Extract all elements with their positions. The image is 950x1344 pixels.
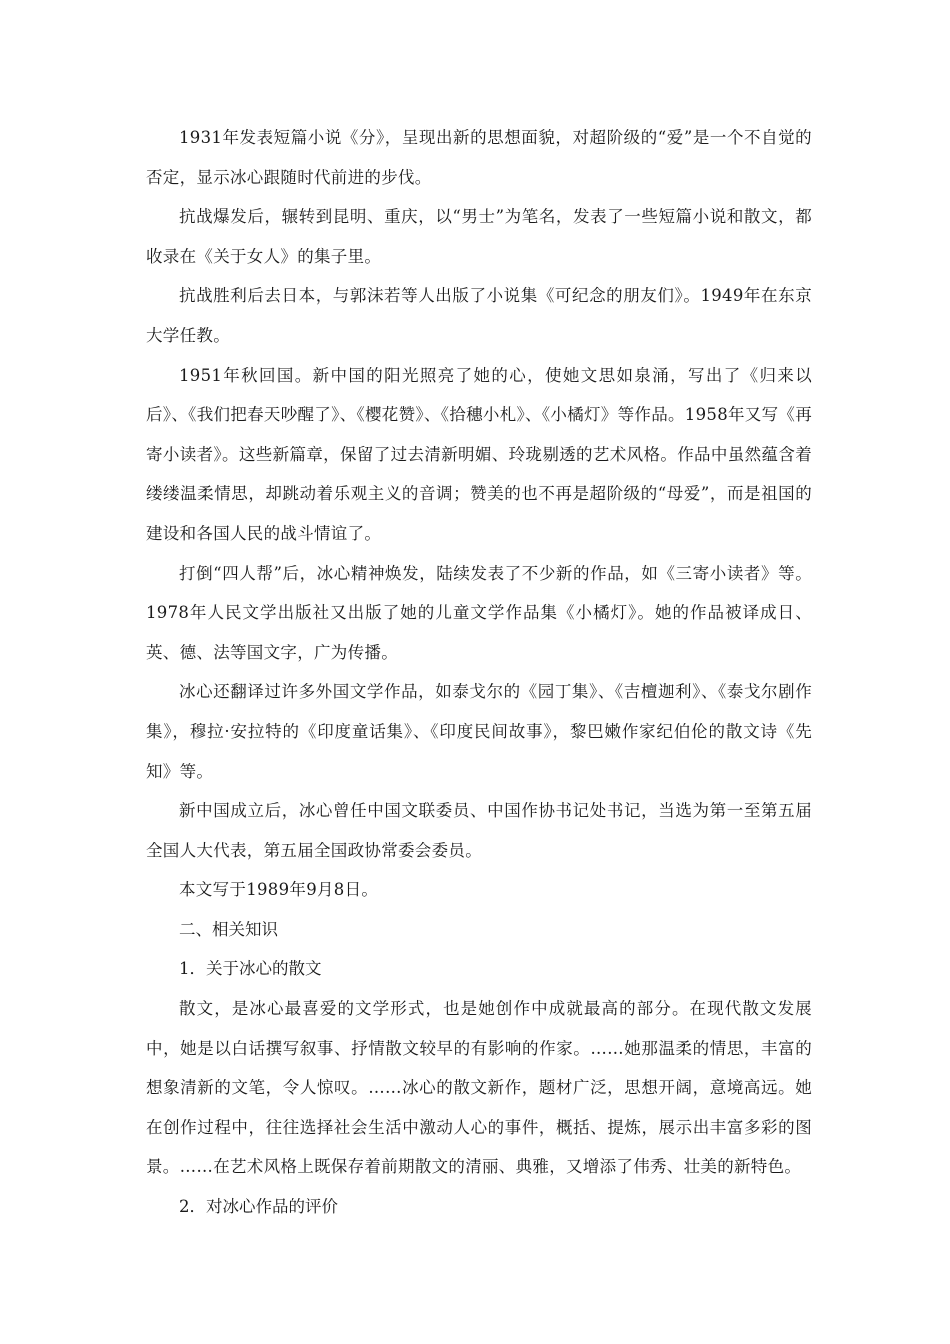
subsection-heading-prose: 1．关于冰心的散文 (179, 959, 322, 979)
paragraph-translations: 冰心还翻译过许多外国文学作品，如泰戈尔的《园丁集》、《吉檀迦利》、《泰戈尔剧作集》，穆拉·安拉特的《印度童话集》、《印度民间故事》，黎巴嫩作家纪伯伦的散文诗《先知》等。 (146, 682, 812, 781)
paragraph-written-date: 本文写于1989年9月8日。 (179, 880, 379, 900)
paragraph-after-gang-of-four: 打倒“四人帮”后，冰心精神焕发，陆续发表了不少新的作品，如《三寄小读者》等。1978年人民文学出版社又出版了她的儿童文学作品集《小橘灯》。她的作品被译成日、英、德、法等国文字，广为传播。 (146, 563, 812, 662)
subsection-heading-evaluation: 2．对冰心作品的评价 (179, 1197, 338, 1217)
document-body (146, 118, 812, 1227)
paragraph-return-1951: 1951年秋回国。新中国的阳光照亮了她的心，使她文思如泉涌，写出了《归来以后》、《我们把春天吵醒了》、《樱花赞》、《拾穗小札》、《小橘灯》等作品。1958年又写《再寄小读者》。这些新篇章，保留了过去清新明媚、玲珑剔透的艺术风格。作品中虽然蕴含着缕缕温柔情思，却跳动着乐观主义的音调；赞美的也不再是超阶级的“母爱”，而是祖国的建设和各国人民的战斗情谊了。 (146, 365, 812, 543)
paragraph-war-years: 抗战爆发后，辗转到昆明、重庆，以“男士”为笔名，发表了一些短篇小说和散文，都收录在《关于女人》的集子里。 (146, 207, 812, 266)
paragraph-japan: 抗战胜利后去日本，与郭沫若等人出版了小说集《可纪念的朋友们》。1949年在东京大学任教。 (146, 286, 812, 345)
paragraph-fen: 1931年发表短篇小说《分》，呈现出新的思想面貌，对超阶级的“爱”是一个不自觉的否定，显示冰心跟随时代前进的步伐。 (146, 128, 812, 187)
paragraph-positions: 新中国成立后，冰心曾任中国文联委员、中国作协书记处书记，当选为第一至第五届全国人大代表，第五届全国政协常委会委员。 (146, 801, 812, 860)
paragraph-prose: 散文，是冰心最喜爱的文学形式，也是她创作中成就最高的部分。在现代散文发展中，她是以白话撰写叙事、抒情散文较早的有影响的作家。……她那温柔的情思，丰富的想象清新的文笔，令人惊叹。……冰心的散文新作，题材广泛，思想开阔，意境高远。她在创作过程中，往往选择社会生活中激动人心的事件，概括、提炼，展示出丰富多彩的图景。……在艺术风格上既保存着前期散文的清丽、典雅，又增添了伟秀、壮美的新特色。 (146, 999, 812, 1177)
section-heading-related-knowledge: 二、相关知识 (179, 919, 278, 939)
